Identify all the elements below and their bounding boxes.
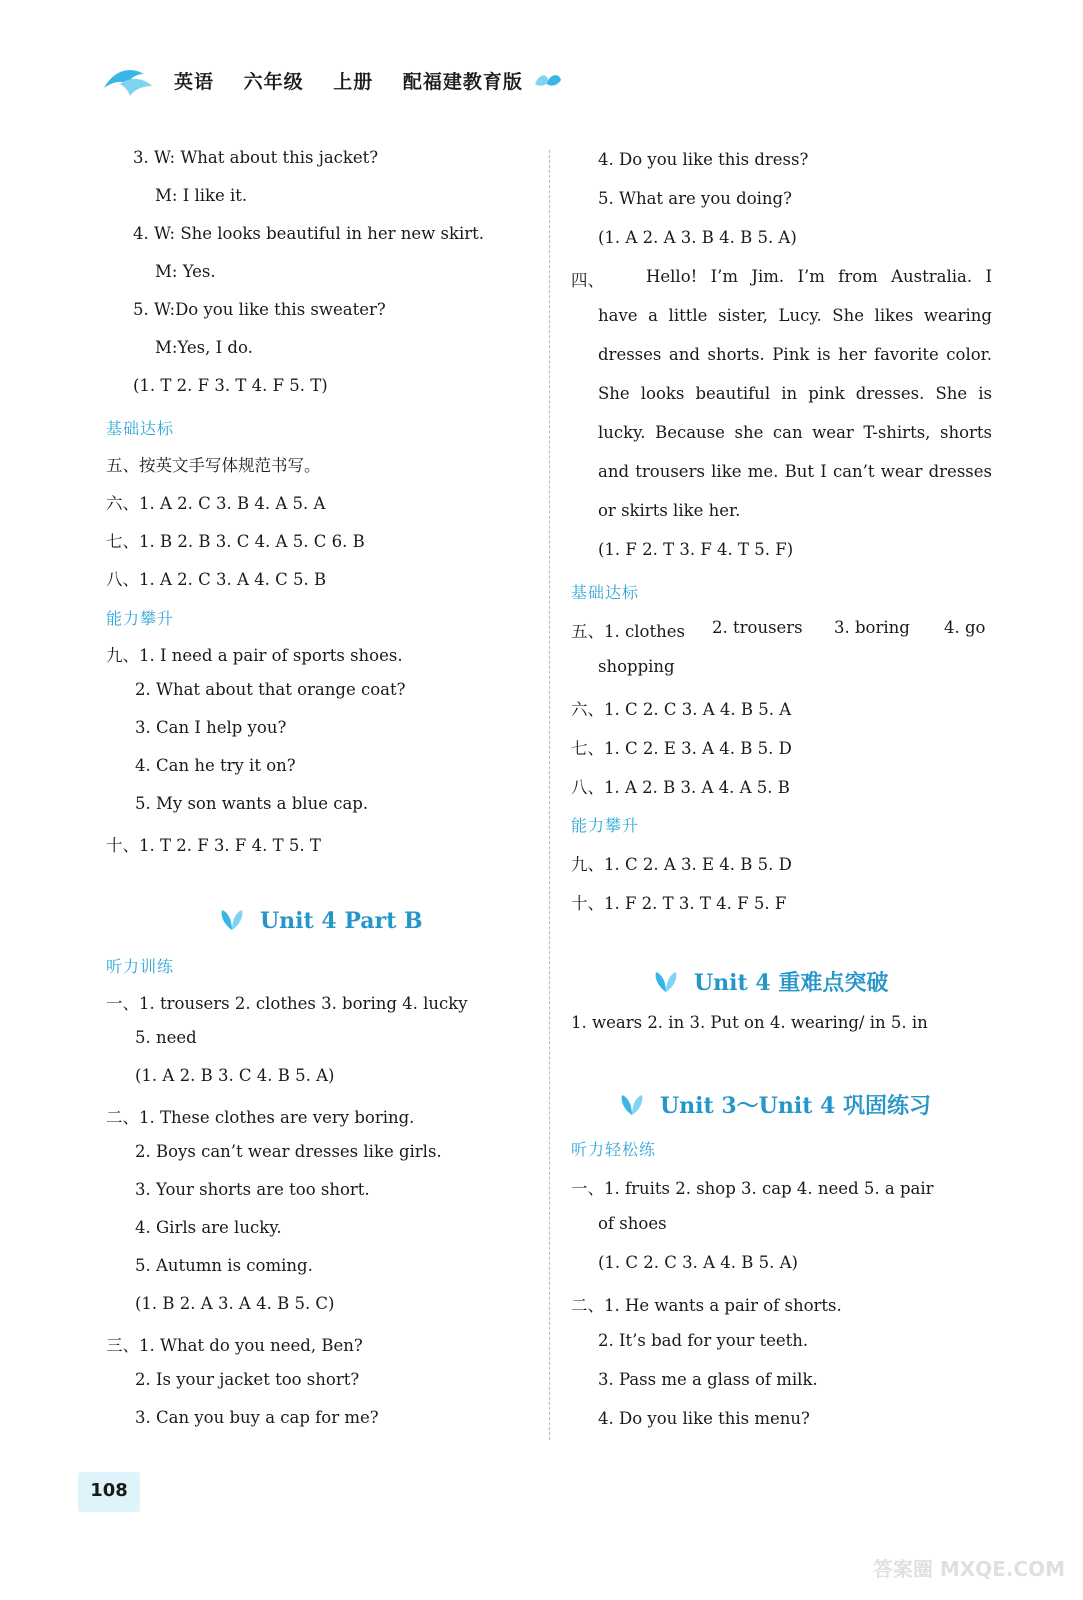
answer-line: 二、1. These clothes are very boring. <box>106 1108 415 1127</box>
answer-line: 4. Can he try it on? <box>135 756 296 775</box>
answer-line: 5. need <box>135 1028 197 1047</box>
answer-line: (1. A 2. A 3. B 4. B 5. A) <box>598 228 797 247</box>
answer-line: 八、1. A 2. B 3. A 4. A 5. B <box>571 778 790 797</box>
header-subject: 英语 <box>174 70 215 93</box>
answer-line: (1. C 2. C 3. A 4. B 5. A) <box>598 1253 798 1272</box>
passage-line: have a little sister, Lucy. She likes wearing <box>598 306 992 325</box>
answer-line: 十、1. F 2. T 3. T 4. F 5. F <box>571 894 787 913</box>
unit-title-text: Unit 4 重难点突破 <box>694 970 889 996</box>
header-volume: 上册 <box>333 70 374 93</box>
section-heading: 听力训练 <box>106 957 175 976</box>
answer-line: 3. Can you buy a cap for me? <box>135 1408 379 1427</box>
answer-line: 二、1. He wants a pair of shorts. <box>571 1296 842 1315</box>
answer-line: 5. My son wants a blue cap. <box>135 794 369 813</box>
answer-line: 五、1. clothes <box>571 622 685 641</box>
answer-line: 4. Do you like this menu? <box>598 1409 810 1428</box>
leaf-icon <box>618 1091 646 1117</box>
answer-line: 5. What are you doing? <box>598 189 792 208</box>
leaf-icon <box>533 70 563 90</box>
answer-line: 3. boring <box>834 618 910 637</box>
unit-title-text: Unit 3～Unit 4 巩固练习 <box>660 1093 931 1119</box>
passage-line: Hello! I’m Jim. I’m from Australia. I <box>646 267 992 286</box>
answer-line: 七、1. B 2. B 3. C 4. A 5. C 6. B <box>106 532 365 551</box>
answer-line: M:Yes, I do. <box>155 338 253 357</box>
answer-line: 2. What about that orange coat? <box>135 680 406 699</box>
column-divider <box>549 150 550 1440</box>
answer-line: 2. Is your jacket too short? <box>135 1370 360 1389</box>
answer-line: 三、1. What do you need, Ben? <box>106 1336 363 1355</box>
passage-line: or skirts like her. <box>598 501 741 520</box>
answer-line: 六、1. C 2. C 3. A 4. B 5. A <box>571 700 792 719</box>
unit-title-text: Unit 4 Part B <box>260 908 423 934</box>
leaf-icon <box>218 906 246 932</box>
answer-line: 4. go <box>944 618 986 637</box>
answer-line: 3. W: What about this jacket? <box>133 148 379 167</box>
answer-line: 3. Your shorts are too short. <box>135 1180 370 1199</box>
watermark-text: 答案圈 MXQE.COM <box>872 1557 1065 1581</box>
answer-line: M: I like it. <box>155 186 248 205</box>
leaf-icon <box>652 968 680 994</box>
page-number: 108 <box>78 1472 140 1512</box>
answer-line: 九、1. I need a pair of sports shoes. <box>106 646 403 665</box>
answer-line: 十、1. T 2. F 3. F 4. T 5. T <box>106 836 321 855</box>
answer-line: 2. trousers <box>712 618 803 637</box>
section-heading: 能力攀升 <box>106 609 175 628</box>
header-grade: 六年级 <box>243 70 304 93</box>
answer-line: of shoes <box>598 1214 667 1233</box>
answer-line: 3. Pass me a glass of milk. <box>598 1370 818 1389</box>
answer-line: (1. A 2. B 3. C 4. B 5. A) <box>135 1066 335 1085</box>
passage-line: lucky. Because she can wear T-shirts, shorts <box>598 423 992 442</box>
answer-line: 一、1. trousers 2. clothes 3. boring 4. lucky <box>106 994 468 1013</box>
section-heading: 基础达标 <box>106 419 175 438</box>
answer-line: (1. T 2. F 3. T 4. F 5. T) <box>133 376 328 395</box>
answer-line: 4. Do you like this dress? <box>598 150 809 169</box>
unit-title <box>618 1089 931 1120</box>
answer-line: 4. W: She looks beautiful in her new skirt. <box>133 224 485 243</box>
passage-line: She looks beautiful in pink dresses. She is <box>598 384 992 403</box>
header-title <box>174 67 533 94</box>
answer-line: 5. W:Do you like this sweater? <box>133 300 386 319</box>
answer-line: 五、按英文手写体规范书写。 <box>106 456 321 475</box>
answer-line: 九、1. C 2. A 3. E 4. B 5. D <box>571 855 792 874</box>
page-header <box>100 60 563 100</box>
answer-line: 4. Girls are lucky. <box>135 1218 282 1237</box>
answer-line: 一、1. fruits 2. shop 3. cap 4. need 5. a pair <box>571 1179 934 1198</box>
passage-line: dresses and shorts. Pink is her favorite color. <box>598 345 992 364</box>
section-heading: 基础达标 <box>571 583 640 602</box>
answer-line: (1. B 2. A 3. A 4. B 5. C) <box>135 1294 335 1313</box>
answer-line: shopping <box>598 657 675 676</box>
answer-line: 1. wears 2. in 3. Put on 4. wearing/ in 5. in <box>571 1013 928 1032</box>
bird-logo-icon <box>100 62 156 98</box>
answer-line: 2. It’s bad for your teeth. <box>598 1331 809 1350</box>
answer-line: (1. F 2. T 3. F 4. T 5. F) <box>598 540 794 559</box>
answer-line: 七、1. C 2. E 3. A 4. B 5. D <box>571 739 792 758</box>
answer-line: 四、 <box>571 271 604 290</box>
unit-title <box>652 966 888 997</box>
answer-line: M: Yes. <box>155 262 216 281</box>
answer-line: 六、1. A 2. C 3. B 4. A 5. A <box>106 494 326 513</box>
unit-title <box>218 906 423 934</box>
watermark <box>873 1553 1065 1582</box>
answer-line: 八、1. A 2. C 3. A 4. C 5. B <box>106 570 327 589</box>
section-heading: 听力轻松练 <box>571 1140 657 1159</box>
passage-line: and trousers like me. But I can’t wear dresses <box>598 462 992 481</box>
section-heading: 能力攀升 <box>571 816 640 835</box>
answer-line: 2. Boys can’t wear dresses like girls. <box>135 1142 442 1161</box>
answer-line: 3. Can I help you? <box>135 718 287 737</box>
answer-line: 5. Autumn is coming. <box>135 1256 313 1275</box>
header-edition: 配福建教育版 <box>402 70 523 93</box>
